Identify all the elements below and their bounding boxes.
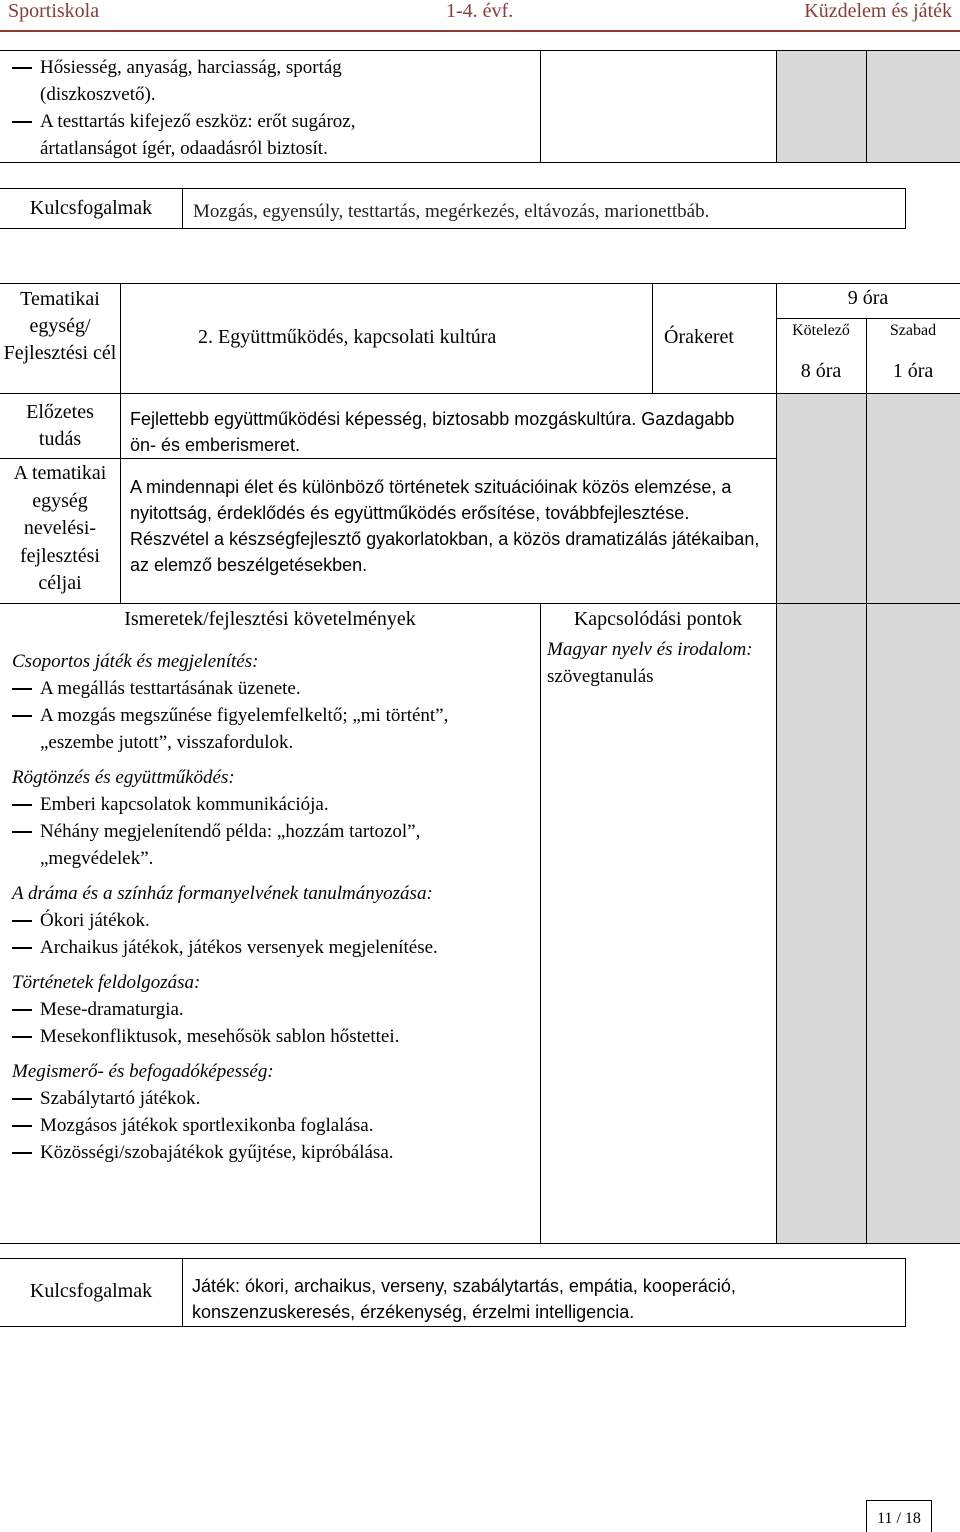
kulcsfogalmak-label: Kulcsfogalmak	[29, 197, 153, 219]
kotelezo-label: Kötelező	[792, 322, 850, 339]
links-body	[547, 636, 762, 690]
req-item: Szabálytartó játékok.	[12, 1085, 532, 1112]
req-section-title: A dráma és a színház formanyelvének tanulmányozása:	[12, 883, 433, 904]
req-item: Emberi kapcsolatok kommunikációja.	[12, 791, 532, 818]
top-bullet-item: A testtartás kifejező eszköz: erőt sugároz, ártatlanságot ígér, odaadásról biztosít.	[12, 108, 452, 162]
orakeret-label: Órakeret	[664, 326, 734, 348]
celok-text: A mindennapi élet és különböző történetek szituációinak közös elemzése, a nyitottság, érdeklődés és együttműködés erősítése, továbbfejlesztése. Részvétel a készségfejlesztő gyakorlatokban, a közös dramatizálás játékaiban, az elemző beszélgetésekben.	[130, 477, 760, 575]
top-bullet-item: Hősiesség, anyaság, harciasság, sportág (diszkoszvető).	[12, 54, 452, 108]
req-item: Mese-dramaturgia.	[12, 996, 532, 1023]
gray-right-upper	[776, 393, 960, 603]
req-item: Ókori játékok.	[12, 907, 532, 934]
gray-right-lower	[776, 603, 960, 1243]
requirements-heading: Ismeretek/fejlesztési követelmények	[124, 608, 416, 630]
unit-left-label: Tematikai egység/ Fejlesztési cél	[3, 288, 117, 364]
req-section	[12, 764, 532, 872]
req-item: Mozgásos játékok sportlexikonba foglalása.	[12, 1112, 532, 1139]
top-bullet-list	[12, 54, 452, 162]
unit-title: 2. Együttműködés, kapcsolati kultúra	[198, 326, 497, 348]
req-item: A megállás testtartásának üzenete.	[12, 675, 532, 702]
req-item: Közösségi/szobajátékok gyűjtése, kipróbálása.	[12, 1139, 532, 1166]
req-item: A mozgás megszűnése figyelemfelkeltő; „mi történt”, „eszembe jutott”, visszafordulok.	[12, 702, 532, 756]
szabad-label: Szabad	[889, 322, 937, 339]
req-section	[12, 880, 532, 961]
page-number: 11 / 18	[877, 1510, 921, 1527]
top-gray-area	[776, 50, 960, 162]
header-center: 1-4. évf.	[446, 0, 514, 22]
elozetes-text: Fejlettebb együttműködési képesség, biztosabb mozgáskultúra. Gazdagabb ön- és emberismeret.	[130, 409, 735, 455]
header-right: Küzdelem és játék	[804, 0, 952, 22]
links-text: szövegtanulás	[547, 666, 654, 687]
req-section	[12, 1058, 532, 1166]
req-item: Néhány megjelenítendő példa: „hozzám tartozol”, „megvédelek”.	[12, 818, 532, 872]
req-section-title: Történetek feldolgozása:	[12, 972, 201, 993]
header-rule	[0, 30, 960, 32]
req-section-title: Csoportos játék és megjelenítés:	[12, 651, 259, 672]
req-item: Mesekonfliktusok, mesehősök sablon hőstettei.	[12, 1023, 532, 1050]
hours-total: 9 óra	[847, 287, 889, 309]
req-section-title: Megismerő- és befogadóképesség:	[12, 1061, 274, 1082]
req-section	[12, 648, 532, 756]
req-section	[12, 969, 532, 1050]
req-section-title: Rögtönzés és együttműködés:	[12, 767, 235, 788]
header-left: Sportiskola	[8, 0, 100, 22]
links-heading: Kapcsolódási pontok	[573, 608, 743, 630]
kulcsfogalmak2-text: Játék: ókori, archaikus, verseny, szabálytartás, empátia, kooperáció, konszenzuskeresés, érzékenység, érzelmi intelligencia.	[192, 1276, 736, 1322]
links-subject: Magyar nyelv és irodalom:	[547, 639, 753, 660]
szabad-hours: 1 óra	[892, 360, 934, 382]
elozetes-label: Előzetes tudás	[26, 401, 94, 450]
kotelezo-hours: 8 óra	[800, 360, 842, 382]
kulcsfogalmak2-label: Kulcsfogalmak	[29, 1280, 153, 1302]
req-item: Archaikus játékok, játékos versenyek megjelenítése.	[12, 934, 532, 961]
celok-label: A tematikai egység nevelési-fejlesztési céljai	[13, 462, 107, 594]
requirements-body	[12, 648, 532, 1166]
kulcsfogalmak-text: Mozgás, egyensúly, testtartás, megérkezés, eltávozás, marionettbáb.	[193, 201, 710, 222]
